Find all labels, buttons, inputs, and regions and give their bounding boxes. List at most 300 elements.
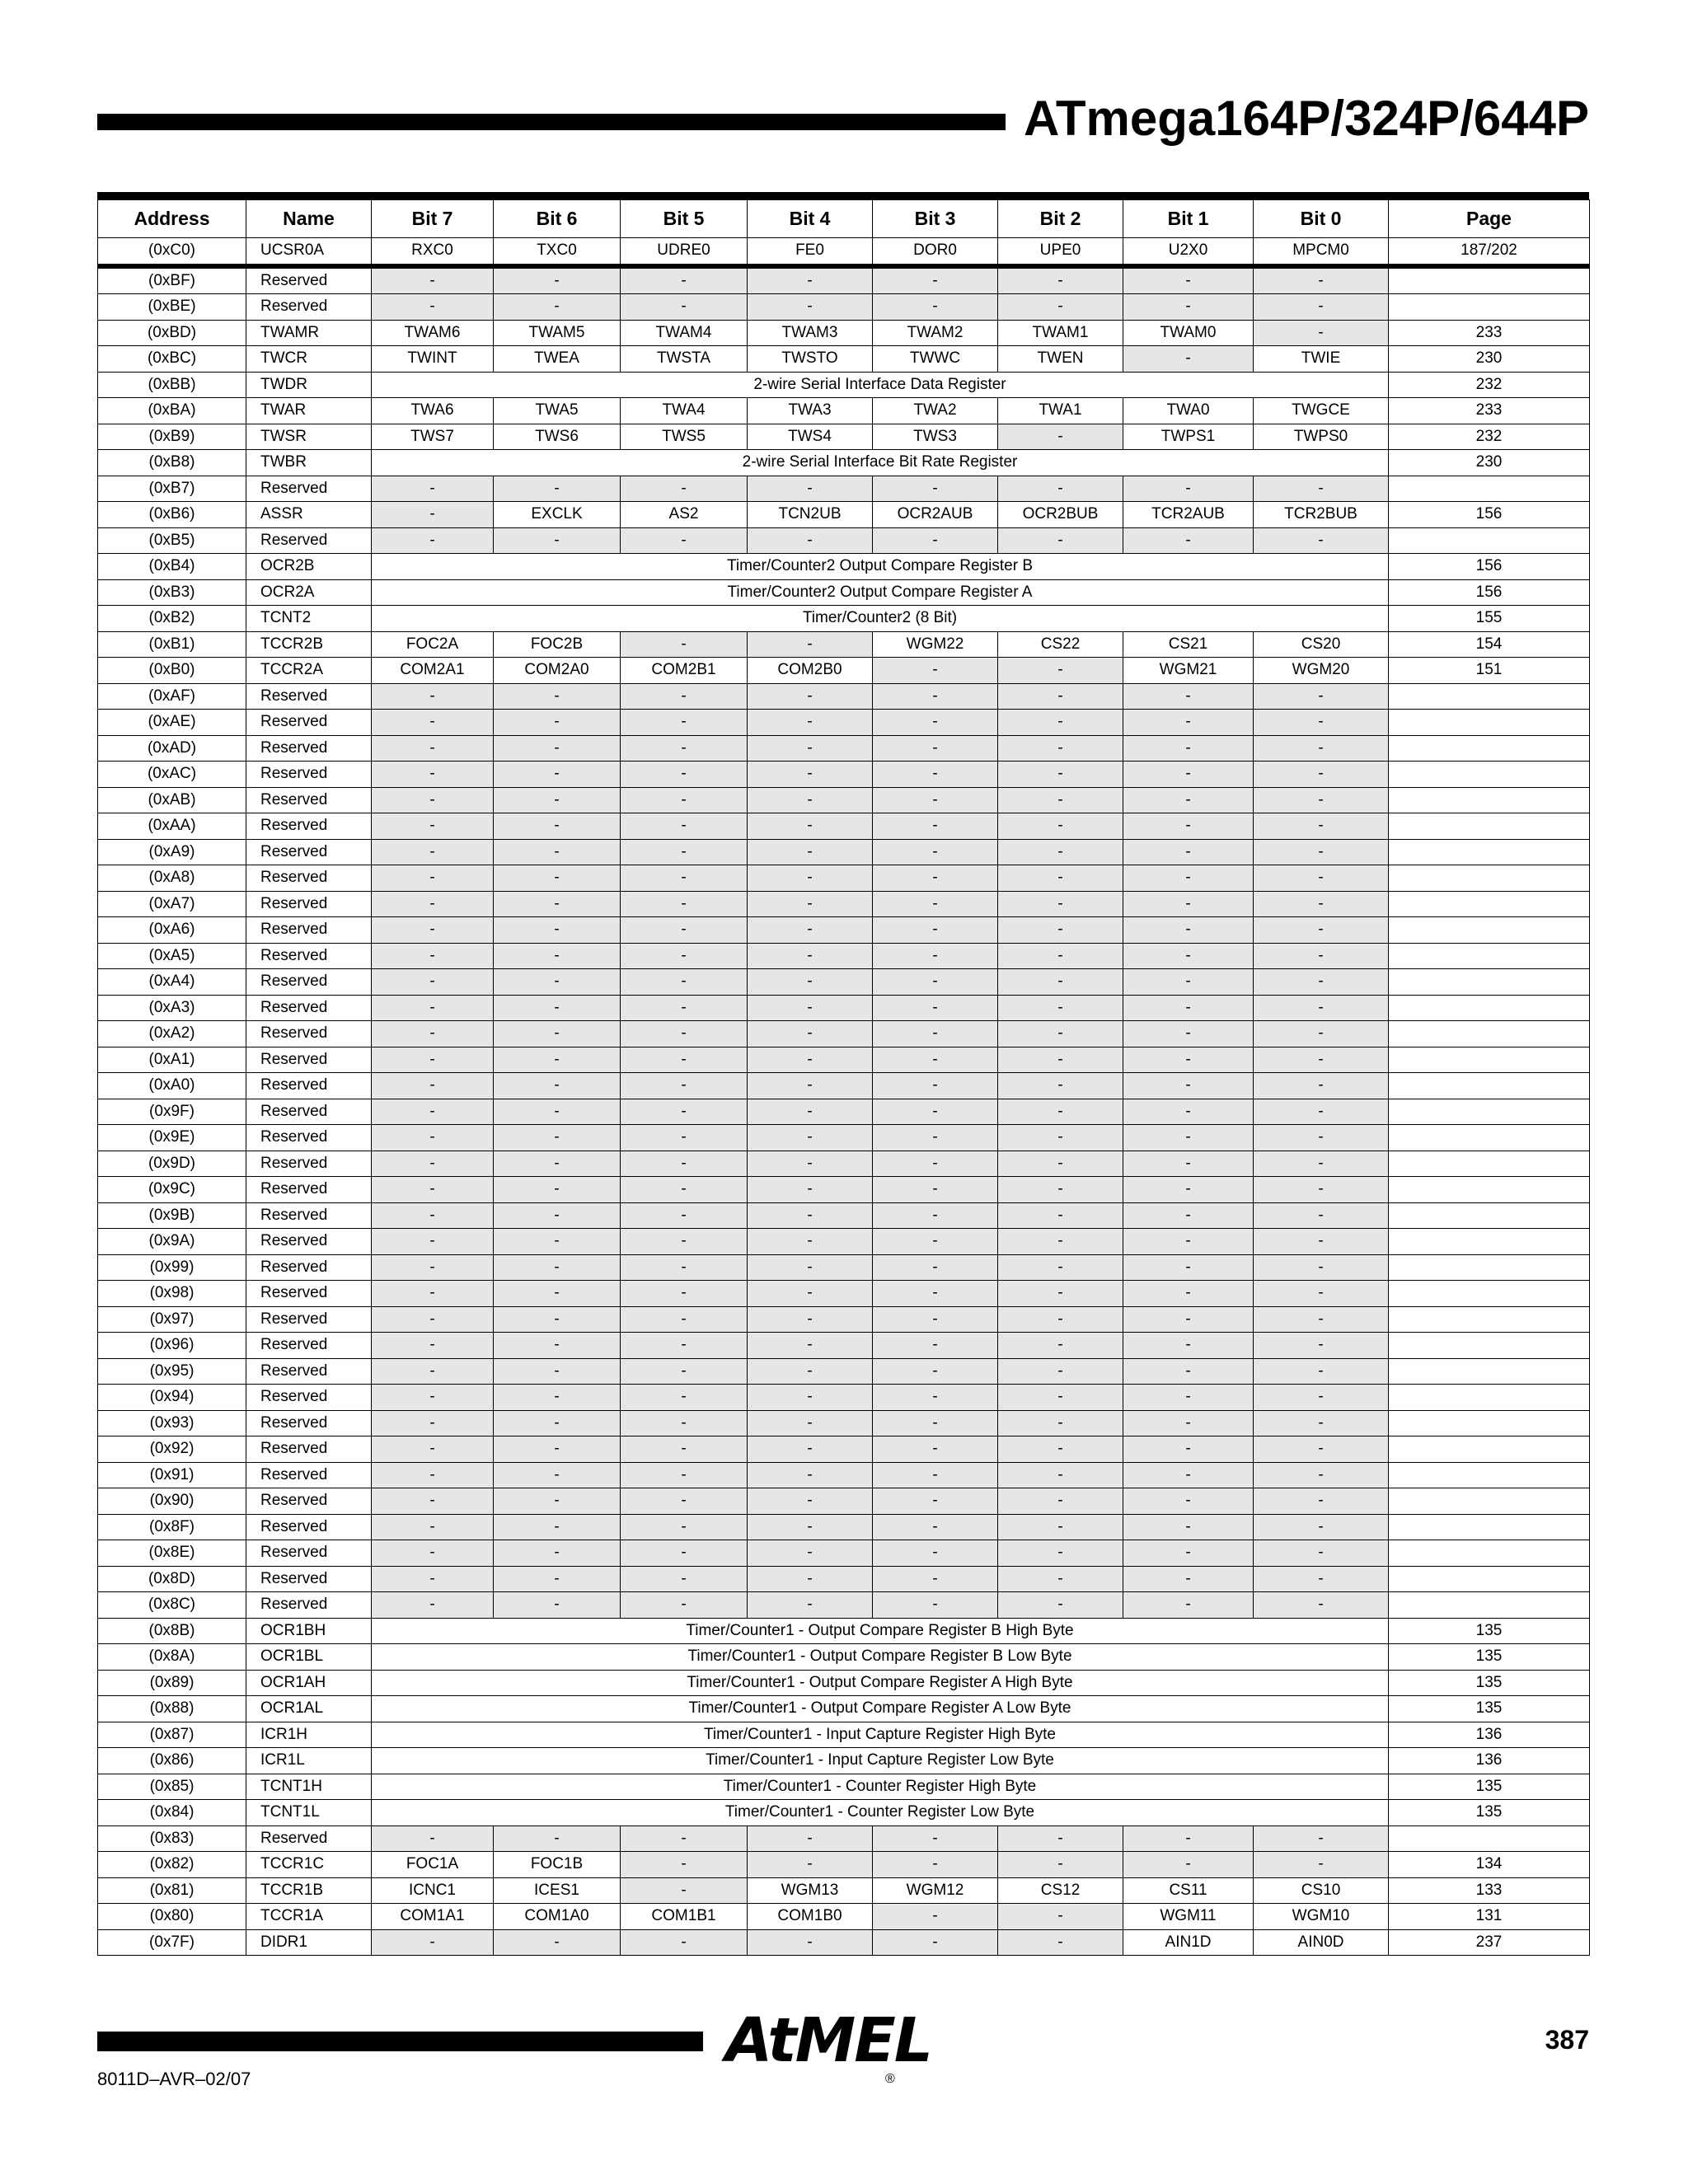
register-name-cell: TCNT1L — [246, 1800, 372, 1826]
bit-cell: - — [494, 1436, 621, 1463]
bit-cell: - — [873, 1592, 998, 1619]
register-name-cell: OCR1AH — [246, 1670, 372, 1696]
bit-cell: - — [621, 1358, 748, 1385]
address-cell: (0x82) — [98, 1852, 246, 1878]
bit-cell: - — [1254, 943, 1389, 969]
table-row — [98, 1047, 1590, 1073]
bit-cell: - — [494, 969, 621, 996]
page-ref-cell — [1389, 527, 1590, 554]
address-cell: (0xB9) — [98, 424, 246, 450]
bit-cell: - — [1123, 1151, 1254, 1177]
bit-cell: - — [372, 294, 494, 321]
bit-cell: - — [372, 710, 494, 736]
table-row — [98, 1540, 1590, 1567]
table-row — [98, 787, 1590, 813]
bit-cell: - — [372, 1125, 494, 1151]
bit-cell: - — [873, 658, 998, 684]
address-cell: (0x98) — [98, 1281, 246, 1307]
register-name-cell: Reserved — [246, 1462, 372, 1488]
bit-cell: - — [998, 1488, 1123, 1515]
bit-cell: - — [372, 1436, 494, 1463]
address-cell: (0xBD) — [98, 320, 246, 346]
page-ref-cell — [1389, 1021, 1590, 1047]
bit-cell: - — [1254, 1488, 1389, 1515]
bit-cell: - — [748, 1047, 873, 1073]
bit-cell: - — [998, 1254, 1123, 1281]
bit-cell: - — [873, 294, 998, 321]
address-cell: (0x9C) — [98, 1177, 246, 1203]
bit-cell: - — [1254, 476, 1389, 502]
page-ref-cell — [1389, 1358, 1590, 1385]
bit-cell: - — [494, 476, 621, 502]
bit-cell: WGM20 — [1254, 658, 1389, 684]
bit-cell: - — [1254, 1462, 1389, 1488]
bit-cell: - — [372, 1410, 494, 1436]
table-row — [98, 238, 1590, 266]
register-name-cell: ICR1H — [246, 1722, 372, 1748]
bit-cell: - — [748, 1592, 873, 1619]
register-name-cell: TWAMR — [246, 320, 372, 346]
bit-cell: TWAM1 — [998, 320, 1123, 346]
address-cell: (0x80) — [98, 1904, 246, 1930]
bit-cell: - — [998, 527, 1123, 554]
bit-cell: - — [621, 1151, 748, 1177]
page-ref-cell: 151 — [1389, 658, 1590, 684]
table-row — [98, 1385, 1590, 1411]
address-cell: (0xAA) — [98, 813, 246, 840]
bit-cell: - — [494, 787, 621, 813]
address-cell: (0xA7) — [98, 891, 246, 917]
address-cell: (0x9B) — [98, 1202, 246, 1229]
table-row — [98, 320, 1590, 346]
bit-cell: - — [372, 476, 494, 502]
bit-cell: - — [748, 1021, 873, 1047]
bit-cell: - — [1123, 1254, 1254, 1281]
page-ref-cell: 135 — [1389, 1618, 1590, 1644]
bit-cell: FE0 — [748, 238, 873, 266]
bit-cell: - — [873, 1514, 998, 1540]
register-name-cell: Reserved — [246, 1099, 372, 1125]
page-ref-cell — [1389, 1488, 1590, 1515]
bit-cell: - — [873, 813, 998, 840]
bit-cell: - — [1123, 813, 1254, 840]
table-row — [98, 554, 1590, 580]
bit-cell: - — [748, 1281, 873, 1307]
page-ref-cell — [1389, 917, 1590, 944]
bit-cell: - — [1123, 995, 1254, 1021]
bit-cell: TWA3 — [748, 398, 873, 424]
bit-cell: OCR2AUB — [873, 502, 998, 528]
address-cell: (0x85) — [98, 1774, 246, 1800]
page-ref-cell — [1389, 1202, 1590, 1229]
bit-cell: - — [873, 1462, 998, 1488]
bit-cell: - — [1123, 1306, 1254, 1333]
bit-cell: TWAM0 — [1123, 320, 1254, 346]
bit-cell: - — [1254, 1385, 1389, 1411]
register-name-cell: TCCR1A — [246, 1904, 372, 1930]
bit-cell: - — [873, 891, 998, 917]
page-ref-cell: 135 — [1389, 1670, 1590, 1696]
bit-cell: - — [1123, 762, 1254, 788]
bit-cell: - — [998, 294, 1123, 321]
bit-cell: - — [1254, 1047, 1389, 1073]
bit-cell: - — [621, 1047, 748, 1073]
address-cell: (0x7F) — [98, 1929, 246, 1956]
address-cell: (0x9A) — [98, 1229, 246, 1255]
bit-cell: - — [1123, 710, 1254, 736]
register-name-cell: Reserved — [246, 1021, 372, 1047]
page-ref-cell — [1389, 1125, 1590, 1151]
bit-cell: - — [621, 1333, 748, 1359]
bit-cell: - — [621, 1281, 748, 1307]
bit-cell: COM2A0 — [494, 658, 621, 684]
register-description-cell: Timer/Counter1 - Input Capture Register Low Byte — [372, 1748, 1389, 1774]
bit-cell: - — [1254, 891, 1389, 917]
bit-cell: - — [1123, 1540, 1254, 1567]
bit-cell: - — [1123, 865, 1254, 892]
bit-cell: FOC2B — [494, 631, 621, 658]
bit-cell: - — [494, 1125, 621, 1151]
bit-cell: - — [873, 995, 998, 1021]
register-name-cell: Reserved — [246, 1333, 372, 1359]
bit-cell: AIN0D — [1254, 1929, 1389, 1956]
bit-cell: - — [748, 1306, 873, 1333]
page-ref-cell — [1389, 943, 1590, 969]
bit-cell: ICNC1 — [372, 1877, 494, 1904]
bit-cell: - — [1254, 1254, 1389, 1281]
address-cell: (0xA4) — [98, 969, 246, 996]
bit-cell: - — [494, 1488, 621, 1515]
page-ref-cell — [1389, 995, 1590, 1021]
bit-cell: - — [873, 865, 998, 892]
address-cell: (0x8E) — [98, 1540, 246, 1567]
bit-cell: - — [873, 1202, 998, 1229]
bit-cell: - — [1254, 1540, 1389, 1567]
register-name-cell: Reserved — [246, 1202, 372, 1229]
table-row — [98, 1488, 1590, 1515]
bit-cell: TWPS0 — [1254, 424, 1389, 450]
bit-cell: - — [1123, 1021, 1254, 1047]
table-row — [98, 1125, 1590, 1151]
address-cell: (0xB6) — [98, 502, 246, 528]
bit-cell: - — [1123, 1229, 1254, 1255]
bit-cell: - — [998, 1333, 1123, 1359]
bit-cell: - — [748, 1462, 873, 1488]
register-name-cell: OCR1BL — [246, 1644, 372, 1671]
bit-cell: - — [372, 1151, 494, 1177]
address-cell: (0xB3) — [98, 579, 246, 606]
bit-cell: - — [1254, 1151, 1389, 1177]
table-row — [98, 1929, 1590, 1956]
bit-cell: - — [998, 658, 1123, 684]
bit-cell: AIN1D — [1123, 1929, 1254, 1956]
address-cell: (0xA2) — [98, 1021, 246, 1047]
bit-cell: COM2B1 — [621, 658, 748, 684]
bit-cell: - — [1123, 1852, 1254, 1878]
bit-cell: - — [873, 1125, 998, 1151]
bit-cell: - — [748, 1825, 873, 1852]
registered-mark: ® — [885, 2072, 895, 2086]
page-ref-cell — [1389, 787, 1590, 813]
bit-cell: - — [372, 502, 494, 528]
address-cell: (0x8D) — [98, 1566, 246, 1592]
bit-cell: - — [998, 943, 1123, 969]
bit-cell: - — [873, 917, 998, 944]
register-name-cell: TCCR1C — [246, 1852, 372, 1878]
bit-cell: - — [494, 1073, 621, 1099]
column-header: Bit 5 — [621, 200, 748, 238]
register-description-cell: Timer/Counter1 - Output Compare Register B Low Byte — [372, 1644, 1389, 1671]
bit-cell: WGM11 — [1123, 1904, 1254, 1930]
page-ref-cell — [1389, 735, 1590, 762]
address-cell: (0xC0) — [98, 238, 246, 266]
address-cell: (0x91) — [98, 1462, 246, 1488]
bit-cell: - — [621, 1852, 748, 1878]
page-ref-cell — [1389, 1462, 1590, 1488]
register-name-cell: Reserved — [246, 710, 372, 736]
register-name-cell: TWBR — [246, 450, 372, 476]
bit-cell: - — [494, 1825, 621, 1852]
bit-cell: UDRE0 — [621, 238, 748, 266]
bit-cell: - — [372, 1514, 494, 1540]
register-name-cell: Reserved — [246, 476, 372, 502]
bit-cell: - — [998, 710, 1123, 736]
bit-cell: - — [998, 1125, 1123, 1151]
bit-cell: - — [1123, 735, 1254, 762]
bit-cell: - — [873, 1488, 998, 1515]
bit-cell: COM2A1 — [372, 658, 494, 684]
bit-cell: - — [1254, 1306, 1389, 1333]
document-title: ATmega164P/324P/644P — [1024, 91, 1589, 146]
bit-cell: - — [873, 1177, 998, 1203]
bit-cell: - — [873, 683, 998, 710]
bit-cell: TWAM2 — [873, 320, 998, 346]
bit-cell: - — [873, 1254, 998, 1281]
table-row — [98, 579, 1590, 606]
bit-cell: - — [748, 735, 873, 762]
bit-cell: - — [621, 266, 748, 294]
register-description-cell: 2-wire Serial Interface Data Register — [372, 372, 1389, 398]
address-cell: (0xB1) — [98, 631, 246, 658]
address-cell: (0xBB) — [98, 372, 246, 398]
register-summary-table — [97, 199, 1590, 1956]
bit-cell: - — [372, 891, 494, 917]
column-header: Address — [98, 200, 246, 238]
bit-cell: - — [1254, 266, 1389, 294]
bit-cell: - — [748, 266, 873, 294]
bit-cell: - — [372, 1073, 494, 1099]
bit-cell: - — [1254, 1099, 1389, 1125]
bit-cell: - — [372, 527, 494, 554]
bit-cell: - — [1254, 320, 1389, 346]
bit-cell: - — [372, 969, 494, 996]
table-row — [98, 710, 1590, 736]
bit-cell: - — [748, 1254, 873, 1281]
bit-cell: - — [372, 917, 494, 944]
bit-cell: U2X0 — [1123, 238, 1254, 266]
address-cell: (0x93) — [98, 1410, 246, 1436]
bit-cell: - — [998, 813, 1123, 840]
table-row — [98, 502, 1590, 528]
bit-cell: - — [748, 1514, 873, 1540]
bit-cell: - — [372, 865, 494, 892]
register-name-cell: Reserved — [246, 813, 372, 840]
bit-cell: - — [748, 1358, 873, 1385]
table-row — [98, 1229, 1590, 1255]
bit-cell: TWGCE — [1254, 398, 1389, 424]
bit-cell: TWAM4 — [621, 320, 748, 346]
bit-cell: - — [748, 1229, 873, 1255]
register-description-cell: Timer/Counter1 - Output Compare Register A High Byte — [372, 1670, 1389, 1696]
bit-cell: TWS6 — [494, 424, 621, 450]
bit-cell: - — [998, 1825, 1123, 1852]
column-header: Bit 4 — [748, 200, 873, 238]
register-name-cell: Reserved — [246, 969, 372, 996]
bit-cell: - — [1123, 839, 1254, 865]
address-cell: (0x96) — [98, 1333, 246, 1359]
bit-cell: TWIE — [1254, 346, 1389, 373]
bit-cell: - — [621, 943, 748, 969]
column-header: Bit 0 — [1254, 200, 1389, 238]
bit-cell: TWPS1 — [1123, 424, 1254, 450]
bit-cell: - — [1123, 1099, 1254, 1125]
page-ref-cell — [1389, 1099, 1590, 1125]
bit-cell: TWA6 — [372, 398, 494, 424]
bit-cell: - — [873, 1099, 998, 1125]
table-row — [98, 1852, 1590, 1878]
bit-cell: WGM13 — [748, 1877, 873, 1904]
bit-cell: - — [873, 1306, 998, 1333]
bit-cell: RXC0 — [372, 238, 494, 266]
table-row — [98, 1696, 1590, 1722]
page-number: 387 — [1545, 2025, 1589, 2055]
bit-cell: MPCM0 — [1254, 238, 1389, 266]
register-summary-table-container — [97, 192, 1589, 1956]
bit-cell: - — [998, 1047, 1123, 1073]
register-name-cell: Reserved — [246, 787, 372, 813]
bit-cell: - — [372, 787, 494, 813]
address-cell: (0xA1) — [98, 1047, 246, 1073]
bit-cell: - — [998, 424, 1123, 450]
bit-cell: - — [372, 1099, 494, 1125]
bit-cell: - — [998, 891, 1123, 917]
page-ref-cell: 156 — [1389, 554, 1590, 580]
bit-cell: - — [1123, 1358, 1254, 1385]
bit-cell: - — [372, 1306, 494, 1333]
register-description-cell: Timer/Counter1 - Counter Register High Byte — [372, 1774, 1389, 1800]
register-name-cell: Reserved — [246, 943, 372, 969]
bit-cell: - — [372, 762, 494, 788]
page-ref-cell — [1389, 1410, 1590, 1436]
bit-cell: - — [494, 294, 621, 321]
address-cell: (0xBC) — [98, 346, 246, 373]
page-ref-cell: 135 — [1389, 1774, 1590, 1800]
address-cell: (0xB4) — [98, 554, 246, 580]
address-cell: (0x94) — [98, 1385, 246, 1411]
bit-cell: - — [372, 1177, 494, 1203]
bit-cell: - — [494, 813, 621, 840]
bit-cell: - — [1123, 294, 1254, 321]
bit-cell: - — [748, 1929, 873, 1956]
table-row — [98, 266, 1590, 294]
bit-cell: - — [494, 683, 621, 710]
bit-cell: - — [1123, 943, 1254, 969]
bit-cell: - — [1123, 1410, 1254, 1436]
bit-cell: - — [998, 1592, 1123, 1619]
bit-cell: - — [998, 1229, 1123, 1255]
bit-cell: - — [873, 1540, 998, 1567]
bit-cell: - — [1123, 917, 1254, 944]
bit-cell: - — [998, 917, 1123, 944]
bit-cell: - — [621, 1514, 748, 1540]
bit-cell: - — [1254, 995, 1389, 1021]
bit-cell: - — [1254, 683, 1389, 710]
page-ref-cell — [1389, 476, 1590, 502]
atmel-logo-wordmark: AtMEL — [725, 2005, 931, 2076]
bit-cell: - — [998, 1099, 1123, 1125]
page-ref-cell — [1389, 1825, 1590, 1852]
page-ref-cell — [1389, 266, 1590, 294]
bit-cell: - — [494, 1385, 621, 1411]
bit-cell: - — [1254, 1229, 1389, 1255]
bit-cell: TCN2UB — [748, 502, 873, 528]
bit-cell: - — [748, 995, 873, 1021]
bit-cell: - — [372, 1825, 494, 1852]
bit-cell: - — [621, 762, 748, 788]
bit-cell: - — [1254, 710, 1389, 736]
bit-cell: - — [494, 762, 621, 788]
table-row — [98, 1722, 1590, 1748]
register-name-cell: Reserved — [246, 995, 372, 1021]
bit-cell: - — [1254, 1592, 1389, 1619]
bit-cell: CS12 — [998, 1877, 1123, 1904]
table-row — [98, 346, 1590, 373]
table-row — [98, 1566, 1590, 1592]
bit-cell: - — [998, 683, 1123, 710]
bit-cell: - — [494, 1047, 621, 1073]
address-cell: (0xAC) — [98, 762, 246, 788]
register-name-cell: Reserved — [246, 1281, 372, 1307]
table-row — [98, 658, 1590, 684]
register-name-cell: UCSR0A — [246, 238, 372, 266]
address-cell: (0xA0) — [98, 1073, 246, 1099]
bit-cell: - — [372, 735, 494, 762]
address-cell: (0xB2) — [98, 606, 246, 632]
page-ref-cell — [1389, 1592, 1590, 1619]
bit-cell: WGM12 — [873, 1877, 998, 1904]
bit-cell: - — [621, 1488, 748, 1515]
bit-cell: - — [1254, 1073, 1389, 1099]
table-row — [98, 839, 1590, 865]
column-header: Bit 6 — [494, 200, 621, 238]
bit-cell: - — [372, 1229, 494, 1255]
bit-cell: - — [748, 1488, 873, 1515]
bit-cell: - — [621, 1021, 748, 1047]
table-row — [98, 294, 1590, 321]
register-description-cell: Timer/Counter1 - Counter Register Low Byte — [372, 1800, 1389, 1826]
page-ref-cell — [1389, 1385, 1590, 1411]
table-row — [98, 424, 1590, 450]
table-row — [98, 735, 1590, 762]
bit-cell: - — [1254, 294, 1389, 321]
page-ref-cell: 154 — [1389, 631, 1590, 658]
register-name-cell: TCNT1H — [246, 1774, 372, 1800]
bit-cell: - — [1123, 969, 1254, 996]
bit-cell: - — [494, 1566, 621, 1592]
table-row — [98, 1021, 1590, 1047]
bit-cell: TWSTO — [748, 346, 873, 373]
page-ref-cell — [1389, 1177, 1590, 1203]
